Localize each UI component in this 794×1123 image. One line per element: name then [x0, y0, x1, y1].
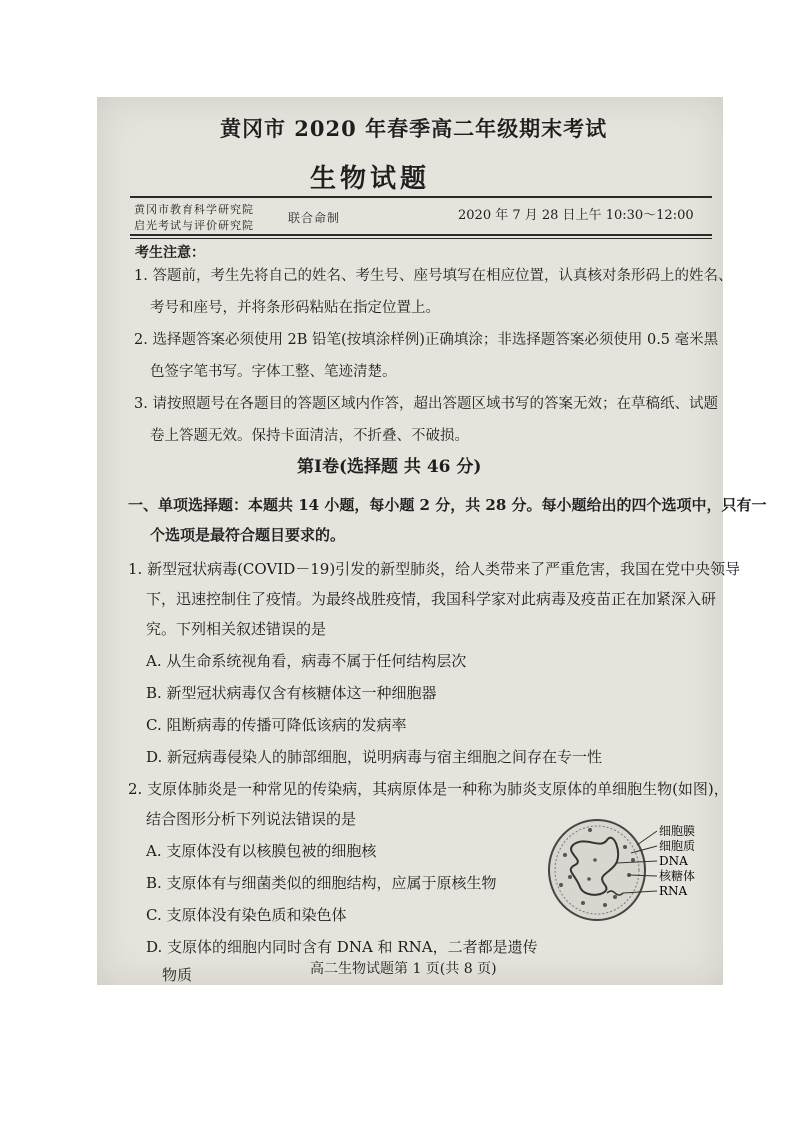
org-line-2: 启光考试与评价研究院: [134, 219, 254, 232]
exam-datetime: 2020 年 7 月 28 日上午 10:30～12:00: [458, 208, 694, 223]
header-rule-bottom-thin: [130, 238, 712, 239]
q1-option-a: A. 从生命系统视角看，病毒不属于任何结构层次: [146, 652, 467, 670]
note-line: 1. 答题前，考生先将自己的姓名、考生号、座号填写在相应位置，认真核对条形码上的姓名、: [134, 268, 733, 284]
q1-option-c: C. 阻断病毒的传播可降低该病的发病率: [146, 716, 407, 734]
q1-option-d: D. 新冠病毒侵染人的肺部细胞，说明病毒与宿主细胞之间存在专一性: [146, 748, 603, 766]
label-ribosome: 核糖体: [659, 869, 696, 883]
label-cell-membrane: 细胞膜: [659, 824, 696, 838]
org-line-1: 黄冈市教育科学研究院: [134, 203, 254, 216]
note-line: 卷上答题无效。保持卡面清洁，不折叠、不破损。: [150, 428, 469, 444]
section-heading: 个选项是最符合题目要求的。: [150, 526, 346, 544]
mycoplasma-diagram: [545, 815, 705, 925]
q1-stem: 究。下列相关叙述错误的是: [146, 620, 327, 638]
exam-title: 黄冈市 2020 年春季高二年级期末考试: [220, 116, 608, 141]
q2-option-c: C. 支原体没有染色质和染色体: [146, 906, 347, 924]
q2-option-d-cont: 物质: [162, 966, 193, 984]
q2-stem: 结合图形分析下列说法错误的是: [146, 810, 357, 828]
subject-title: 生物试题: [310, 164, 431, 194]
note-line: 色签字笔书写。字体工整、笔迹清楚。: [150, 364, 397, 380]
cell-membrane-shape: [549, 820, 645, 920]
note-line: 2. 选择题答案必须使用 2B 铅笔(按填涂样例)正确填涂；非选择题答案必须使用 0.5 毫米黑: [134, 332, 719, 348]
q1-option-b: B. 新型冠状病毒仅含有核糖体这一种细胞器: [146, 684, 437, 702]
label-rna: RNA: [659, 884, 688, 898]
q1-stem: 下，迅速控制住了疫情。为最终战胜疫情，我国科学家对此病毒及疫苗正在加紧深入研: [146, 590, 717, 608]
section-heading: 一、单项选择题：本题共 14 小题，每小题 2 分，共 28 分。每小题给出的四个选项中，只有一: [128, 496, 767, 514]
notes-title: 考生注意：: [135, 245, 205, 261]
section-title: 第Ⅰ卷(选择题 共 46 分): [297, 457, 482, 477]
q2-stem: 2. 支原体肺炎是一种常见的传染病，其病原体是一种称为肺炎支原体的单细胞生物(如图)，: [128, 780, 729, 798]
header-rule-top: [130, 196, 712, 198]
q2-option-d: D. 支原体的细胞内同时含有 DNA 和 RNA，二者都是遗传: [146, 938, 538, 956]
note-line: 3. 请按照题号在各题目的答题区域内作答，超出答题区域书写的答案无效；在草稿纸、试题: [134, 396, 718, 412]
q1-stem: 1. 新型冠状病毒(COVID－19)引发的新型肺炎，给人类带来了严重危害，我国在党中央领导: [128, 560, 741, 578]
header-rule-bottom: [130, 234, 712, 236]
label-cytoplasm: 细胞质: [659, 839, 696, 853]
note-line: 考号和座号，并将条形码粘贴在指定位置上。: [150, 300, 440, 316]
q2-option-b: B. 支原体有与细菌类似的细胞结构，应属于原核生物: [146, 874, 497, 892]
joint-label: 联合命制: [288, 211, 341, 225]
label-dna: DNA: [659, 854, 688, 868]
q2-option-a: A. 支原体没有以核膜包被的细胞核: [146, 842, 377, 860]
page-footer: 高二生物试题第 1 页(共 8 页): [310, 961, 497, 977]
